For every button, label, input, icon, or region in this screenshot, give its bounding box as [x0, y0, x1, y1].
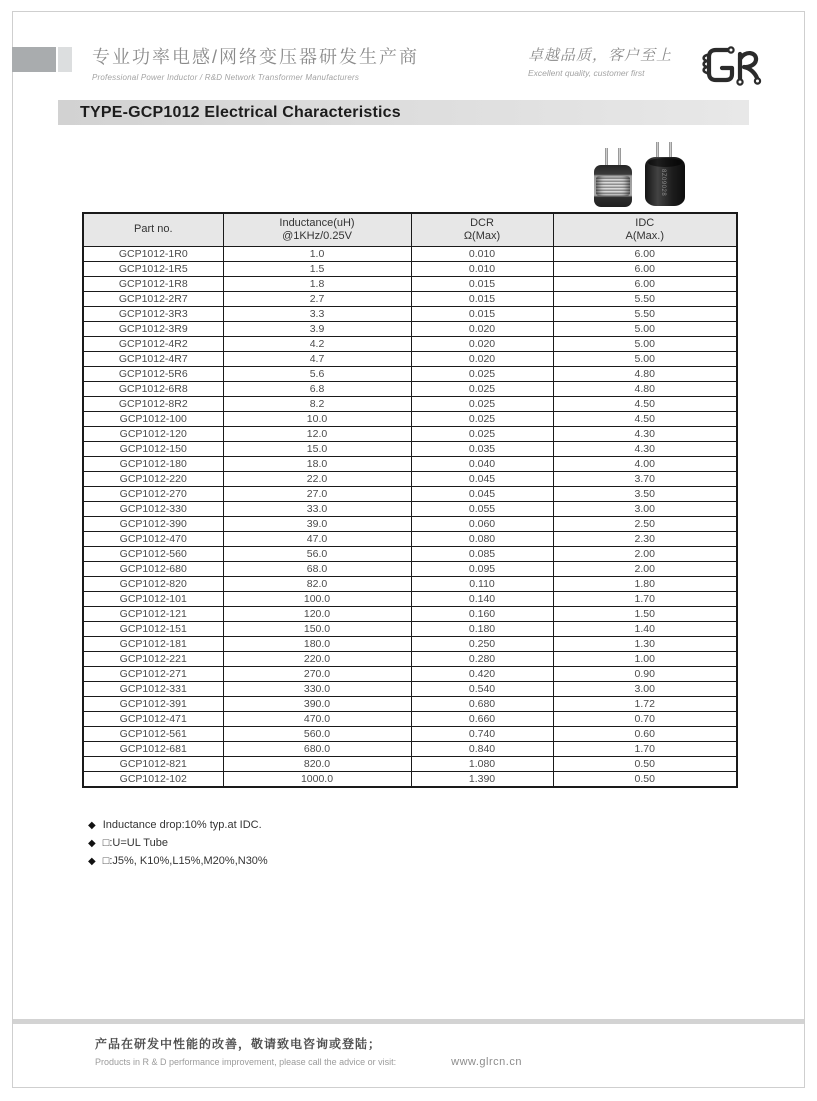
table-cell: GCP1012-8R2 — [83, 396, 223, 411]
table-cell: 0.840 — [411, 741, 553, 756]
table-cell: GCP1012-3R9 — [83, 321, 223, 336]
table-cell: 0.015 — [411, 276, 553, 291]
table-cell: 3.00 — [553, 681, 737, 696]
table-cell: 3.9 — [223, 321, 411, 336]
table-cell: 0.740 — [411, 726, 553, 741]
table-row — [83, 741, 737, 756]
table-cell: 6.00 — [553, 276, 737, 291]
table-cell: 1.40 — [553, 621, 737, 636]
product-photos — [588, 140, 693, 210]
table-cell: 470.0 — [223, 711, 411, 726]
table-cell: 1.30 — [553, 636, 737, 651]
company-name-en: Professional Power Inductor / R&D Network Transformer Manufacturers — [92, 73, 360, 82]
table-cell: GCP1012-560 — [83, 546, 223, 561]
table-body — [83, 246, 737, 787]
slogan-en: Excellent quality, customer first — [528, 68, 645, 78]
table-cell: 0.010 — [411, 246, 553, 261]
table-row — [83, 591, 737, 606]
note-line — [88, 816, 268, 834]
footer-note-cn: 产品在研发中性能的改善，敬请致电咨询或登陆； — [95, 1037, 382, 1051]
table-cell: 4.00 — [553, 456, 737, 471]
table-row — [83, 396, 737, 411]
table-cell: 47.0 — [223, 531, 411, 546]
table-cell: GCP1012-1R5 — [83, 261, 223, 276]
inductor-winding — [596, 176, 630, 196]
table-cell: 0.085 — [411, 546, 553, 561]
inductor-body — [594, 165, 632, 207]
table-cell: GCP1012-820 — [83, 576, 223, 591]
table-cell: GCP1012-1R0 — [83, 246, 223, 261]
diamond-bullet-icon: ◆ — [88, 837, 96, 849]
table-cell: 0.020 — [411, 351, 553, 366]
table-cell: GCP1012-6R8 — [83, 381, 223, 396]
table-cell: 0.010 — [411, 261, 553, 276]
table-cell: 3.70 — [553, 471, 737, 486]
table-cell: 0.060 — [411, 516, 553, 531]
table-cell: 5.00 — [553, 336, 737, 351]
notes — [88, 816, 268, 870]
table-cell: 0.50 — [553, 771, 737, 787]
table-cell: 180.0 — [223, 636, 411, 651]
table-row — [83, 516, 737, 531]
table-row — [83, 651, 737, 666]
table-row — [83, 291, 737, 306]
table-cell: GCP1012-680 — [83, 561, 223, 576]
note-text: Inductance drop:10% typ.at IDC. — [102, 819, 262, 831]
table-cell: GCP1012-471 — [83, 711, 223, 726]
table-cell: GCP1012-390 — [83, 516, 223, 531]
table-cell: GCP1012-270 — [83, 486, 223, 501]
table-cell: 4.50 — [553, 411, 737, 426]
table-cell: GCP1012-4R7 — [83, 351, 223, 366]
section-title-bar — [58, 100, 749, 125]
table-cell: 0.680 — [411, 696, 553, 711]
table-cell: 820.0 — [223, 756, 411, 771]
table-row — [83, 471, 737, 486]
table-cell: 33.0 — [223, 501, 411, 516]
table-cell: 330.0 — [223, 681, 411, 696]
table-cell: 1.80 — [553, 576, 737, 591]
table-cell: 0.60 — [553, 726, 737, 741]
inductor-body — [645, 157, 685, 206]
note-line — [88, 852, 268, 870]
table-cell: GCP1012-121 — [83, 606, 223, 621]
table-cell: 27.0 — [223, 486, 411, 501]
table-cell: 0.160 — [411, 606, 553, 621]
table-cell: GCP1012-470 — [83, 531, 223, 546]
footer-website-link[interactable]: www.glrcn.cn — [451, 1056, 522, 1068]
table-cell: 3.50 — [553, 486, 737, 501]
table-row — [83, 636, 737, 651]
table-cell: GCP1012-100 — [83, 411, 223, 426]
table-cell: 1.080 — [411, 756, 553, 771]
table-cell: 1.70 — [553, 591, 737, 606]
table-cell: 0.90 — [553, 666, 737, 681]
table-cell: 0.025 — [411, 381, 553, 396]
table-cell: GCP1012-2R7 — [83, 291, 223, 306]
table-row — [83, 576, 737, 591]
table-cell: 8.2 — [223, 396, 411, 411]
table-row — [83, 351, 737, 366]
table-cell: 6.8 — [223, 381, 411, 396]
table-cell: 0.015 — [411, 291, 553, 306]
table-cell: GCP1012-681 — [83, 741, 223, 756]
table-row — [83, 696, 737, 711]
table-row — [83, 771, 737, 787]
table-header-row — [83, 213, 737, 246]
table-cell: 100.0 — [223, 591, 411, 606]
table-row — [83, 606, 737, 621]
table-cell: GCP1012-181 — [83, 636, 223, 651]
footer-note-en: Products in R & D performance improvement, please call the advice or visit: — [95, 1057, 397, 1067]
table-cell: 0.025 — [411, 396, 553, 411]
table-cell: GCP1012-221 — [83, 651, 223, 666]
slogan-cn: 卓越品质，客户至上 — [528, 47, 673, 64]
table-row — [83, 561, 737, 576]
table-cell: 0.250 — [411, 636, 553, 651]
table-row — [83, 531, 737, 546]
table-cell: 5.00 — [553, 351, 737, 366]
table-row — [83, 441, 737, 456]
table-cell: 56.0 — [223, 546, 411, 561]
table-cell: GCP1012-102 — [83, 771, 223, 787]
table-row — [83, 546, 737, 561]
table-cell: 4.50 — [553, 396, 737, 411]
inductor-photo-sleeved — [645, 140, 685, 207]
table-cell: 1000.0 — [223, 771, 411, 787]
slogan — [528, 44, 672, 78]
company-header — [92, 43, 419, 82]
table-cell: 0.080 — [411, 531, 553, 546]
table-cell: GCP1012-5R6 — [83, 366, 223, 381]
table-cell: 2.30 — [553, 531, 737, 546]
footer — [95, 1035, 522, 1068]
table-row — [83, 411, 737, 426]
table-cell: 0.420 — [411, 666, 553, 681]
table-cell: GCP1012-220 — [83, 471, 223, 486]
table-cell: 0.180 — [411, 621, 553, 636]
decor-square-dark — [12, 47, 56, 72]
table-cell: 5.50 — [553, 291, 737, 306]
table-cell: 5.50 — [553, 306, 737, 321]
footer-divider — [13, 1019, 804, 1024]
table-cell: 0.020 — [411, 321, 553, 336]
table-cell: GCP1012-391 — [83, 696, 223, 711]
table-cell: 0.025 — [411, 426, 553, 441]
table-cell: 4.80 — [553, 381, 737, 396]
table-cell: 0.045 — [411, 486, 553, 501]
table-cell: GCP1012-1R8 — [83, 276, 223, 291]
table-cell: 0.025 — [411, 366, 553, 381]
table-cell: 1.390 — [411, 771, 553, 787]
table-cell: 22.0 — [223, 471, 411, 486]
table-cell: 15.0 — [223, 441, 411, 456]
table-row — [83, 336, 737, 351]
table-cell: 0.095 — [411, 561, 553, 576]
table-row — [83, 261, 737, 276]
company-name-cn: 专业功率电感/网络变压器研发生产商 — [92, 47, 419, 67]
note-text: □:U=UL Tube — [102, 837, 168, 849]
table-cell: 680.0 — [223, 741, 411, 756]
table-cell: 2.50 — [553, 516, 737, 531]
table-cell: GCP1012-330 — [83, 501, 223, 516]
table-row — [83, 276, 737, 291]
table-row — [83, 486, 737, 501]
table-cell: 3.00 — [553, 501, 737, 516]
table-cell: 5.00 — [553, 321, 737, 336]
table-cell: 0.140 — [411, 591, 553, 606]
table-row — [83, 321, 737, 336]
table-cell: GCP1012-180 — [83, 456, 223, 471]
table-cell: 0.040 — [411, 456, 553, 471]
table-cell: 0.055 — [411, 501, 553, 516]
table-cell: 0.045 — [411, 471, 553, 486]
table-row — [83, 381, 737, 396]
table-cell: GCP1012-4R2 — [83, 336, 223, 351]
table-row — [83, 501, 737, 516]
table-cell: GCP1012-561 — [83, 726, 223, 741]
table-row — [83, 711, 737, 726]
page-title: TYPE-GCP1012 Electrical Characteristics — [80, 103, 401, 121]
table-cell: 2.00 — [553, 546, 737, 561]
table-cell: GCP1012-3R3 — [83, 306, 223, 321]
table-row — [83, 756, 737, 771]
diamond-bullet-icon: ◆ — [88, 819, 96, 831]
table-cell: 270.0 — [223, 666, 411, 681]
note-line — [88, 834, 268, 852]
electrical-characteristics-table — [82, 212, 738, 788]
table-cell: GCP1012-151 — [83, 621, 223, 636]
table-cell: 150.0 — [223, 621, 411, 636]
note-text: □:J5%, K10%,L15%,M20%,N30% — [102, 855, 268, 867]
table-cell: GCP1012-101 — [83, 591, 223, 606]
table-cell: 1.50 — [553, 606, 737, 621]
table-cell: 0.50 — [553, 756, 737, 771]
table-cell: 4.80 — [553, 366, 737, 381]
table-cell: 10.0 — [223, 411, 411, 426]
table-cell: 68.0 — [223, 561, 411, 576]
table-cell: GCP1012-821 — [83, 756, 223, 771]
table-cell: 0.660 — [411, 711, 553, 726]
table-cell: 1.70 — [553, 741, 737, 756]
table-cell: 2.00 — [553, 561, 737, 576]
table-cell: 390.0 — [223, 696, 411, 711]
table-cell: 4.30 — [553, 426, 737, 441]
table-cell: GCP1012-150 — [83, 441, 223, 456]
table-cell: 12.0 — [223, 426, 411, 441]
table-cell: 0.035 — [411, 441, 553, 456]
table-row — [83, 726, 737, 741]
table-cell: 0.70 — [553, 711, 737, 726]
inductor-marking: 8Z09028 — [660, 169, 666, 197]
table-cell: 3.3 — [223, 306, 411, 321]
table-row — [83, 246, 737, 261]
company-logo-icon — [700, 42, 764, 92]
table-cell: GCP1012-271 — [83, 666, 223, 681]
inductor-photo-wound — [594, 140, 632, 207]
diamond-bullet-icon: ◆ — [88, 855, 96, 867]
table-cell: 5.6 — [223, 366, 411, 381]
table-cell: 2.7 — [223, 291, 411, 306]
table-row — [83, 456, 737, 471]
table-cell: 0.540 — [411, 681, 553, 696]
table-row — [83, 306, 737, 321]
table-row — [83, 666, 737, 681]
table-cell: GCP1012-331 — [83, 681, 223, 696]
table-cell: 0.020 — [411, 336, 553, 351]
table-cell: 39.0 — [223, 516, 411, 531]
table-cell: 4.2 — [223, 336, 411, 351]
table-cell: 4.7 — [223, 351, 411, 366]
col-header-inductance: Inductance(uH) @1KHz/0.25V — [223, 213, 411, 246]
table-cell: 18.0 — [223, 456, 411, 471]
table-cell: 1.00 — [553, 651, 737, 666]
table-cell: 0.015 — [411, 306, 553, 321]
table-cell: 0.280 — [411, 651, 553, 666]
table-cell: 1.72 — [553, 696, 737, 711]
table-row — [83, 681, 737, 696]
table-cell: 560.0 — [223, 726, 411, 741]
table-row — [83, 426, 737, 441]
decor-square-light — [58, 47, 72, 72]
table-row — [83, 621, 737, 636]
table-cell: 82.0 — [223, 576, 411, 591]
col-header-idc: IDC A(Max.) — [553, 213, 737, 246]
table-row — [83, 366, 737, 381]
col-header-dcr: DCR Ω(Max) — [411, 213, 553, 246]
table-cell: 6.00 — [553, 261, 737, 276]
table-cell: GCP1012-120 — [83, 426, 223, 441]
table-cell: 4.30 — [553, 441, 737, 456]
table-cell: 220.0 — [223, 651, 411, 666]
table-cell: 0.110 — [411, 576, 553, 591]
table-cell: 1.0 — [223, 246, 411, 261]
table-cell: 120.0 — [223, 606, 411, 621]
table-cell: 6.00 — [553, 246, 737, 261]
table-cell: 0.025 — [411, 411, 553, 426]
col-header-part-no: Part no. — [83, 213, 223, 246]
table-cell: 1.8 — [223, 276, 411, 291]
table-cell: 1.5 — [223, 261, 411, 276]
